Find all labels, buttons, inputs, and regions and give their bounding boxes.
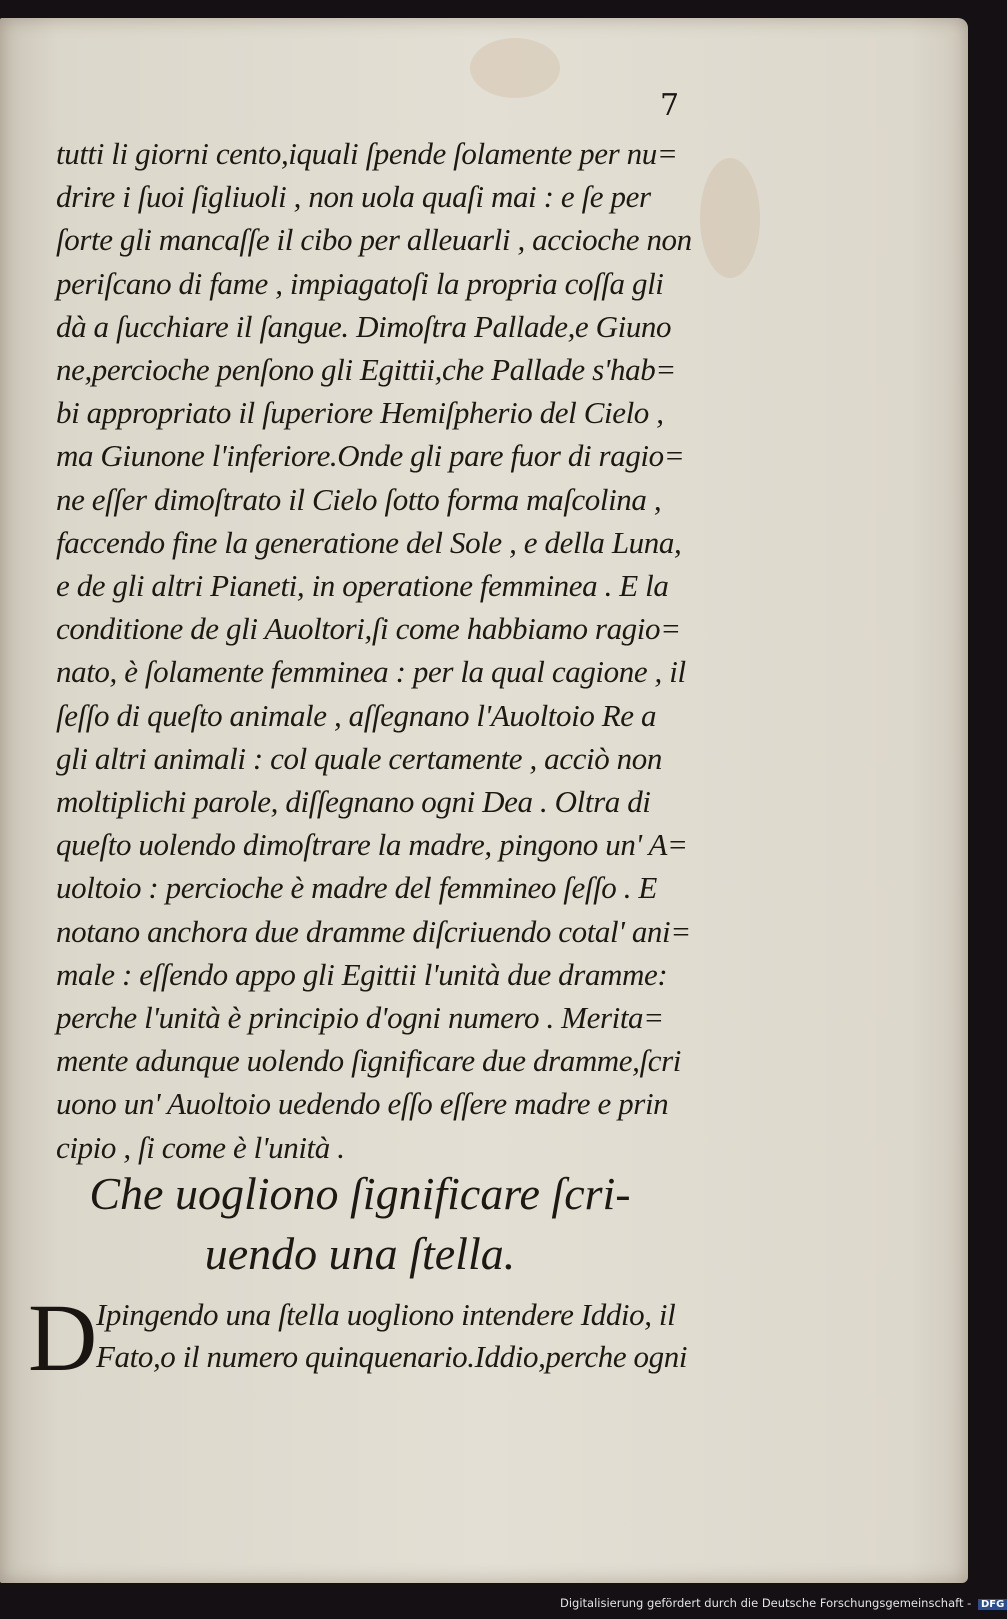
text-line: moltiplichi parole, diſſegnano ogni Dea . Oltra di bbox=[56, 784, 651, 820]
paper-stain bbox=[470, 38, 560, 98]
digitization-credit bbox=[560, 1596, 1007, 1610]
text-line: tutti li giorni cento,iquali ſpende ſolamente per nu= bbox=[56, 136, 678, 171]
section-heading bbox=[60, 1164, 660, 1284]
text-line: Ipingendo una ſtella uogliono intendere Iddio, il bbox=[96, 1297, 676, 1332]
text-line: ſorte gli mancaſſe il cibo per alleuarli , accioche non bbox=[56, 222, 692, 258]
text-line: dà a ſucchiare il ſangue. Dimoſtra Pallade,e Giuno bbox=[56, 308, 672, 344]
book-page bbox=[0, 18, 968, 1583]
text-line: ne eſſer dimoſtrato il Cielo ſotto forma maſcolina , bbox=[56, 481, 662, 517]
text-line: e de gli altri Pianeti, in operatione femminea . E la bbox=[56, 568, 669, 604]
drop-cap: D bbox=[28, 1284, 98, 1391]
paragraph-text bbox=[96, 1294, 736, 1378]
text-line: drire i ſuoi ſigliuoli , non uola quaſi mai : e ſe per bbox=[56, 179, 651, 215]
text-line: uoltoio : percioche è madre del femmineo ſeſſo . E bbox=[56, 870, 657, 906]
text-line: gli altri animali : col quale certamente , acciò non bbox=[56, 740, 662, 776]
text-line: notano anchora due dramme diſcriuendo cotal' ani= bbox=[56, 913, 691, 949]
dfg-logo: DFG bbox=[978, 1599, 1007, 1610]
text-line: Fato,o il numero quinquenario.Iddio,perche ogni bbox=[96, 1339, 688, 1374]
text-line: ma Giunone l'inferiore.Onde gli pare fuor di ragio= bbox=[56, 438, 685, 474]
text-line: periſcano di fame , impiagatoſi la propria coſſa gli bbox=[56, 265, 664, 301]
text-line: uono un' Auoltoio uedendo eſſo eſſere madre e prin bbox=[56, 1086, 669, 1122]
text-line: nato, è ſolamente femminea : per la qual cagione , il bbox=[56, 654, 686, 690]
text-line: queſto uolendo dimoſtrare la madre, pingono un' A= bbox=[56, 827, 688, 863]
page-number: 7 bbox=[660, 88, 680, 123]
text-line: conditione de gli Auoltori,ſi come habbiamo ragio= bbox=[56, 611, 681, 647]
text-line: male : eſſendo appo gli Egittii l'unità due dramme: bbox=[56, 956, 668, 992]
text-line: ſeſſo di queſto animale , aſſegnano l'Auoltoio Re a bbox=[56, 697, 657, 733]
text-line: bi appropriato il ſuperiore Hemiſpherio del Cielo , bbox=[56, 395, 664, 431]
credit-text: Digitalisierung gefördert durch die Deutsche Forschungsgemeinschaft - bbox=[560, 1596, 972, 1610]
text-line: perche l'unità è principio d'ogni numero . Merita= bbox=[56, 1000, 664, 1036]
heading-line: uendo una ſtella. bbox=[204, 1228, 516, 1279]
body-text bbox=[56, 132, 736, 1169]
text-line: mente adunque uolendo ſignificare due dramme,ſcri bbox=[56, 1043, 681, 1079]
text-line: cipio , ſi come è l'unità . bbox=[56, 1129, 345, 1165]
text-line: faccendo fine la generatione del Sole , e della Luna, bbox=[56, 524, 682, 560]
heading-line: Che uogliono ſignificare ſcri- bbox=[89, 1168, 631, 1219]
text-line: ne,percioche penſono gli Egittii,che Pallade s'hab= bbox=[56, 352, 676, 388]
